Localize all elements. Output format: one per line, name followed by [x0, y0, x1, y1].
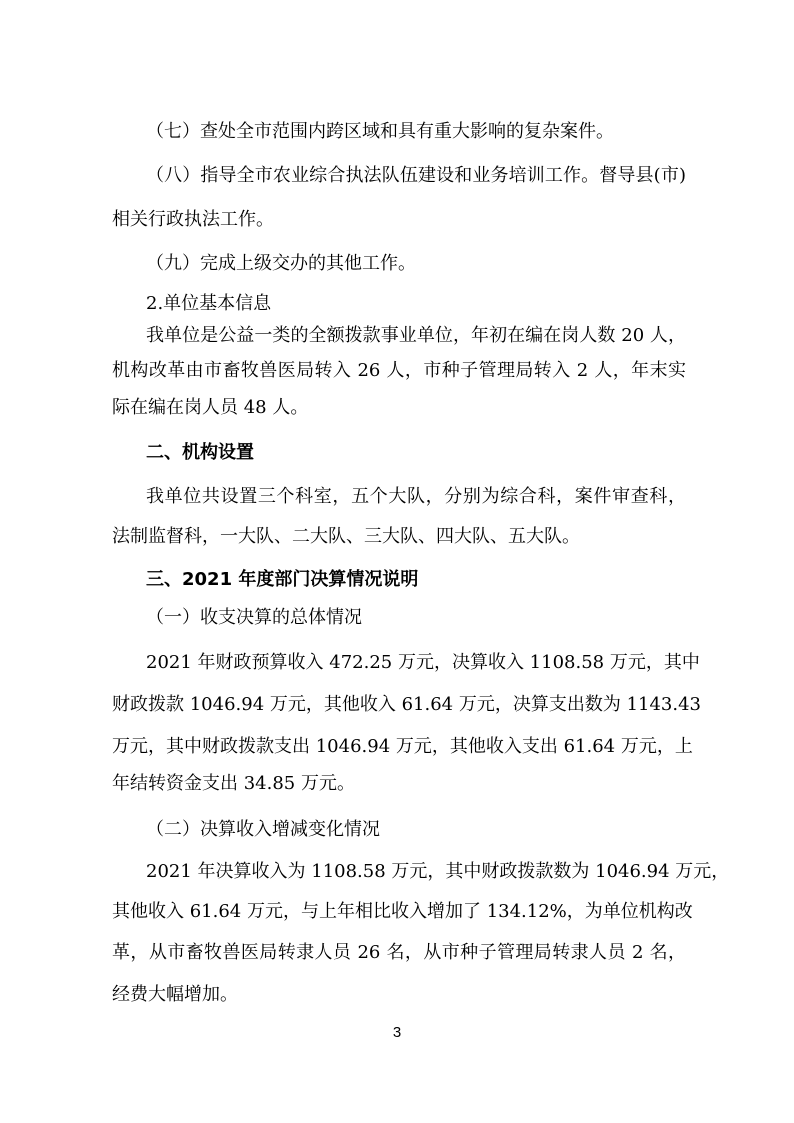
overall-line-4: 年结转资金支出 34.85 万元。	[112, 773, 355, 794]
item-8-line-2: 相关行政执法工作。	[112, 209, 274, 230]
section-heading-3: 三、2021 年度部门决算情况说明	[146, 569, 419, 590]
unit-info-line-1: 我单位是公益一类的全额拨款事业单位，年初在编在岗人数 20 人，	[146, 325, 686, 346]
income-change-line-3: 革，从市畜牧兽医局转隶人员 26 名，从市种子管理局转隶人员 2 名，	[112, 942, 686, 963]
section-heading-2: 二、机构设置	[146, 442, 254, 463]
unit-info-line-2: 机构改革由市畜牧兽医局转入 26 人，市种子管理局转入 2 人，年末实	[112, 360, 686, 381]
item-7: （七）查处全市范围内跨区域和具有重大影响的复杂案件。	[146, 121, 614, 142]
subheading-income-change: （二）决算收入增减变化情况	[146, 819, 380, 840]
unit-info-line-3: 际在编在岗人员 48 人。	[112, 397, 309, 418]
subheading-overall: （一）收支决算的总体情况	[146, 607, 362, 628]
income-change-line-2: 其他收入 61.64 万元，与上年相比收入增加了 134.12%，为单位机构改	[112, 901, 693, 922]
income-change-line-1: 2021 年决算收入为 1108.58 万元，其中财政拨款数为 1046.94 万元，	[146, 861, 730, 882]
item-8-line-1: （八）指导全市农业综合执法队伍建设和业务培训工作。督导县(市)	[146, 165, 686, 186]
org-line-2: 法制监督科，一大队、二大队、三大队、四大队、五大队。	[112, 526, 580, 547]
income-change-line-4: 经费大幅增加。	[112, 984, 238, 1005]
subheading-unit-info: 2.单位基本信息	[146, 293, 272, 314]
overall-line-2: 财政拨款 1046.94 万元，其他收入 61.64 万元，决算支出数为 1143.43	[112, 694, 702, 715]
page-number: 3	[392, 1024, 402, 1041]
overall-line-3: 万元，其中财政拨款支出 1046.94 万元，其他收入支出 61.64 万元，上	[112, 736, 693, 757]
overall-line-1: 2021 年财政预算收入 472.25 万元，决算收入 1108.58 万元，其中	[146, 652, 700, 673]
org-line-1: 我单位共设置三个科室，五个大队，分别为综合科，案件审查科，	[146, 486, 686, 507]
item-9: （九）完成上级交办的其他工作。	[146, 253, 416, 274]
